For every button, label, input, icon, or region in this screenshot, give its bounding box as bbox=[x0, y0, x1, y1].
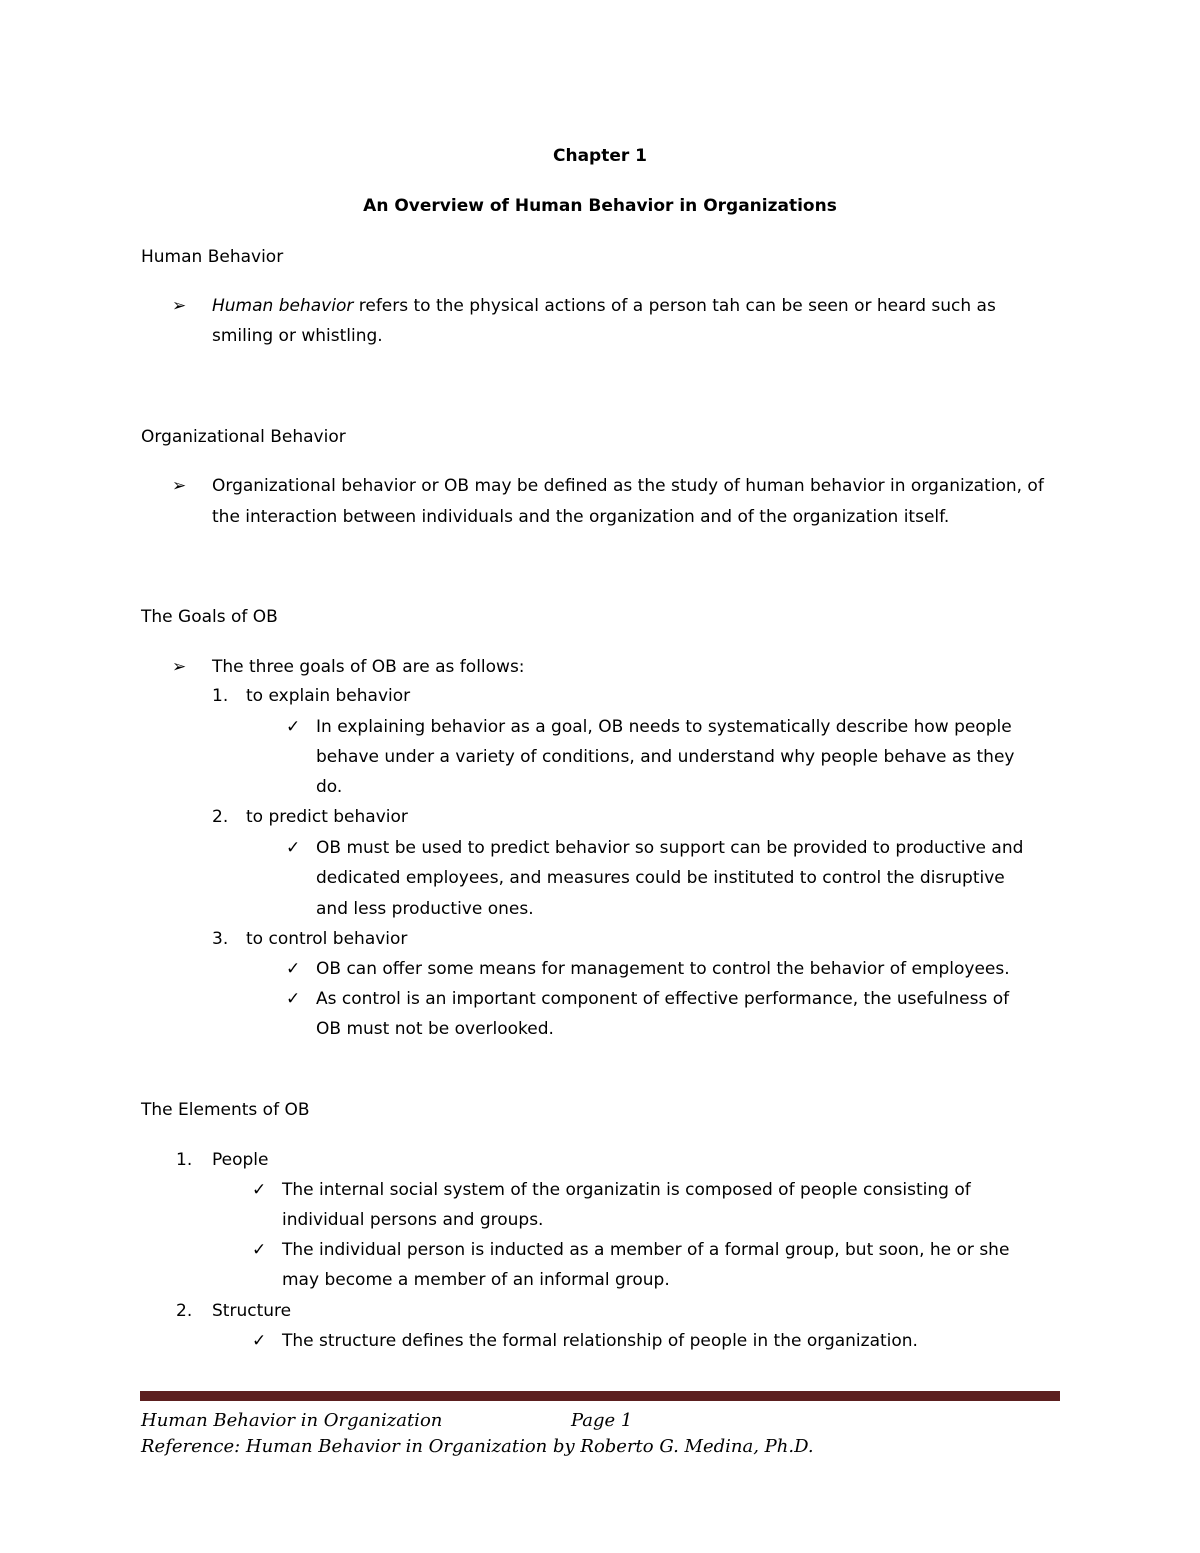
check-icon: ✓ bbox=[252, 1331, 267, 1351]
goal-point-line: behave under a variety of conditions, and understand why people behave as they bbox=[316, 747, 1015, 767]
goal-point-line: In explaining behavior as a goal, OB needs to systematically describe how people bbox=[316, 717, 1012, 737]
goal-label: to explain behavior bbox=[246, 686, 411, 706]
check-icon: ✓ bbox=[252, 1240, 267, 1260]
goal-label: to predict behavior bbox=[246, 807, 408, 827]
arrow-bullet-icon: ➢ bbox=[172, 296, 187, 316]
human-behavior-definition bbox=[212, 291, 1058, 321]
list-number: 1. bbox=[212, 686, 229, 706]
element-point-line: individual persons and groups. bbox=[282, 1210, 544, 1230]
definition-line-2: smiling or whistling. bbox=[212, 326, 383, 346]
check-icon: ✓ bbox=[252, 1180, 267, 1200]
arrow-bullet-icon: ➢ bbox=[172, 476, 187, 496]
goal-point-line: OB can offer some means for management to control the behavior of employees. bbox=[316, 959, 1010, 979]
page-title: An Overview of Human Behavior in Organizations bbox=[363, 196, 837, 216]
element-point-line: The individual person is inducted as a member of a formal group, but soon, he or she bbox=[282, 1240, 1010, 1260]
element-label: Structure bbox=[212, 1301, 292, 1321]
definition-text: refers to the physical actions of a person tah can be seen or heard such as bbox=[353, 296, 996, 316]
footer-course-title: Human Behavior in Organization bbox=[141, 1410, 443, 1431]
check-icon: ✓ bbox=[286, 717, 301, 737]
goal-point-line: do. bbox=[316, 777, 343, 797]
list-number: 3. bbox=[212, 929, 229, 949]
section-heading-elements: The Elements of OB bbox=[141, 1100, 310, 1120]
section-heading-goals: The Goals of OB bbox=[141, 607, 278, 627]
arrow-bullet-icon: ➢ bbox=[172, 657, 187, 677]
chapter-label: Chapter 1 bbox=[552, 146, 647, 166]
ob-definition-line-1: Organizational behavior or OB may be defined as the study of human behavior in organization, of bbox=[212, 476, 1044, 496]
element-label: People bbox=[212, 1150, 269, 1170]
section-heading-human-behavior: Human Behavior bbox=[141, 247, 284, 267]
list-number: 1. bbox=[176, 1150, 193, 1170]
element-point-line: The internal social system of the organizatin is composed of people consisting of bbox=[282, 1180, 971, 1200]
goal-point-line: OB must be used to predict behavior so support can be provided to productive and bbox=[316, 838, 1024, 858]
goal-point-line: OB must not be overlooked. bbox=[316, 1019, 554, 1039]
list-number: 2. bbox=[176, 1301, 193, 1321]
footer-page-number: Page 1 bbox=[571, 1410, 633, 1431]
footer-reference: Reference: Human Behavior in Organization by Roberto G. Medina, Ph.D. bbox=[141, 1436, 814, 1457]
element-point-line: The structure defines the formal relationship of people in the organization. bbox=[282, 1331, 918, 1351]
ob-definition-line-2: the interaction between individuals and the organization and of the organization itself. bbox=[212, 507, 950, 527]
term-human-behavior: Human behavior bbox=[212, 296, 354, 316]
element-point-line: may become a member of an informal group. bbox=[282, 1270, 670, 1290]
goal-point-line: and less productive ones. bbox=[316, 899, 534, 919]
goals-intro: The three goals of OB are as follows: bbox=[212, 657, 525, 677]
check-icon: ✓ bbox=[286, 959, 301, 979]
footer-divider bbox=[140, 1391, 1060, 1401]
goal-point-line: dedicated employees, and measures could be instituted to control the disruptive bbox=[316, 868, 1005, 888]
check-icon: ✓ bbox=[286, 989, 301, 1009]
section-heading-organizational-behavior: Organizational Behavior bbox=[141, 427, 346, 447]
check-icon: ✓ bbox=[286, 838, 301, 858]
goal-label: to control behavior bbox=[246, 929, 408, 949]
goal-point-line: As control is an important component of effective performance, the usefulness of bbox=[316, 989, 1010, 1009]
list-number: 2. bbox=[212, 807, 229, 827]
